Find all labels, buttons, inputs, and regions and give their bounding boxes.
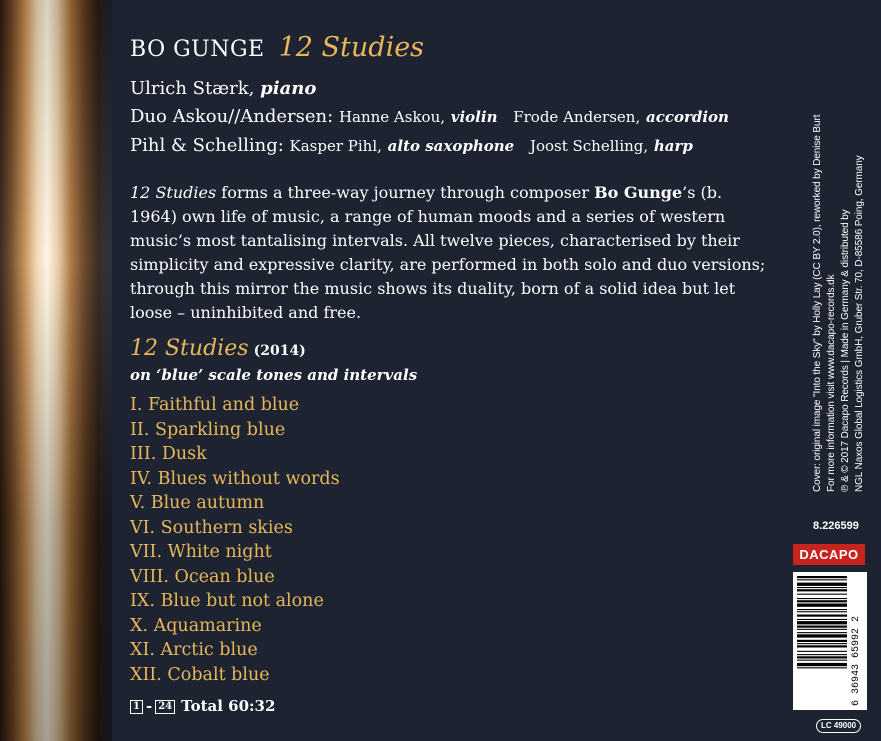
ensemble-name: Pihl & Schelling: [130,135,284,156]
barcode-bar [797,598,847,599]
member-name: Joost Schelling, [529,137,649,155]
barcode-bar [797,609,847,610]
track-range-end: 24 [155,700,175,714]
barcode-digits: 6 36943 65992 2 [851,615,862,706]
lc-logo: LC 49000 [816,719,861,733]
barcode-bar [797,654,847,655]
member-instrument: alto saxophone [387,137,515,155]
barcode-bar [797,583,847,586]
track-item: XII. Cobalt blue [130,664,270,685]
barcode-bar [797,660,847,661]
barcode [793,572,867,710]
barcode-bar [797,587,847,588]
barcode-bar [797,632,847,633]
member-instrument: accordion [645,108,729,126]
track-item: X. Aquamarine [130,615,262,636]
performer-line-3 [130,135,693,156]
barcode-bar [797,651,847,652]
barcode-bar [797,626,847,628]
member-name: Kasper Pihl, [289,137,382,155]
barcode-bar [797,629,847,630]
barcode-bar [797,640,847,642]
track-item: VII. White night [130,542,272,562]
description-text: forms a three-way journey through composer [216,183,595,202]
barcode-bar [797,619,847,620]
album-title: 12 Studies [278,32,425,63]
credit-line: ℗ & © 2017 Dacapo Records | Made in Germany & distributed by [840,209,851,492]
barcode-bar [797,621,847,624]
work-subtitle: on ‘blue’ scale tones and intervals [130,366,418,384]
description-title: 12 Studies [130,183,217,202]
description-composer: Bo Gunge [594,183,683,202]
credit-line: Cover: original image "Into the Sky" by Holly Lay (CC BY 2.0), reworked by Denise Burt [812,114,823,492]
performer-instrument: piano [260,78,317,99]
track-item: XI. Arctic blue [130,640,258,660]
barcode-bar [797,594,847,595]
barcode-bar [797,600,847,602]
barcode-bar [797,576,847,578]
track-item: VI. Southern skies [130,517,293,538]
credit-line: For more information visit www.dacapo-records.dk [826,274,837,492]
track-item: IV. Blues without words [130,468,340,489]
performer-line-2 [130,106,729,127]
ensemble-name: Duo Askou//Andersen: [130,106,334,127]
member-instrument: violin [450,108,498,126]
track-list [130,393,340,687]
track-item: II. Sparkling blue [130,419,286,440]
dacapo-logo: DACAPO [793,544,865,565]
member-name: Hanne Askou, [338,108,446,126]
description-text: ’s (b. 1964) own life of music, a range of human moods and a series of western music’s most tantalising intervals. All twelve pieces, characterised by their simplicity and expressive clarity, are performed in both solo and duo versions; through this mirror the music shows its duality, born of a solid idea but let loose – uninhibited and free. [130,183,766,322]
performer-name: Ulrich Stærk, [130,78,255,99]
barcode-bar [797,656,847,658]
barcode-bar [797,611,847,612]
track-item: VIII. Ocean blue [130,566,275,587]
barcode-bar [797,634,847,637]
cover-photo-strip [0,0,112,741]
barcode-bar [797,643,847,644]
work-title [130,336,306,361]
work-year: (2014) [253,343,306,359]
barcode-bar [797,604,847,607]
catalog-number: 8.226599 [813,520,859,532]
barcode-bar [797,667,847,668]
total-duration [130,697,275,715]
track-item: III. Dusk [130,444,207,464]
barcode-bar [797,663,847,666]
track-range-separator: - [145,697,153,715]
album-description [130,181,770,325]
credits-block [810,40,881,490]
member-instrument: harp [653,137,693,155]
track-item: IX. Blue but not alone [130,591,324,611]
track-item: V. Blue autumn [130,493,265,513]
barcode-bar [797,589,847,591]
track-range-start: 1 [130,700,143,714]
credit-line: NGL Naxos Global Logistics GmbH, Gruber Str. 70, D-85586 Poing, Germany [854,155,865,492]
total-time: Total 60:32 [181,697,276,715]
album-header [130,32,424,63]
composer-name: BO GUNGE [130,37,265,62]
barcode-bar [797,579,847,580]
performer-line-1 [130,78,316,99]
barcode-bar [797,615,847,617]
barcode-bar [797,645,847,647]
work-name: 12 Studies [130,336,249,361]
member-name: Frode Andersen, [513,108,641,126]
track-item: I. Faithful and blue [130,395,300,415]
